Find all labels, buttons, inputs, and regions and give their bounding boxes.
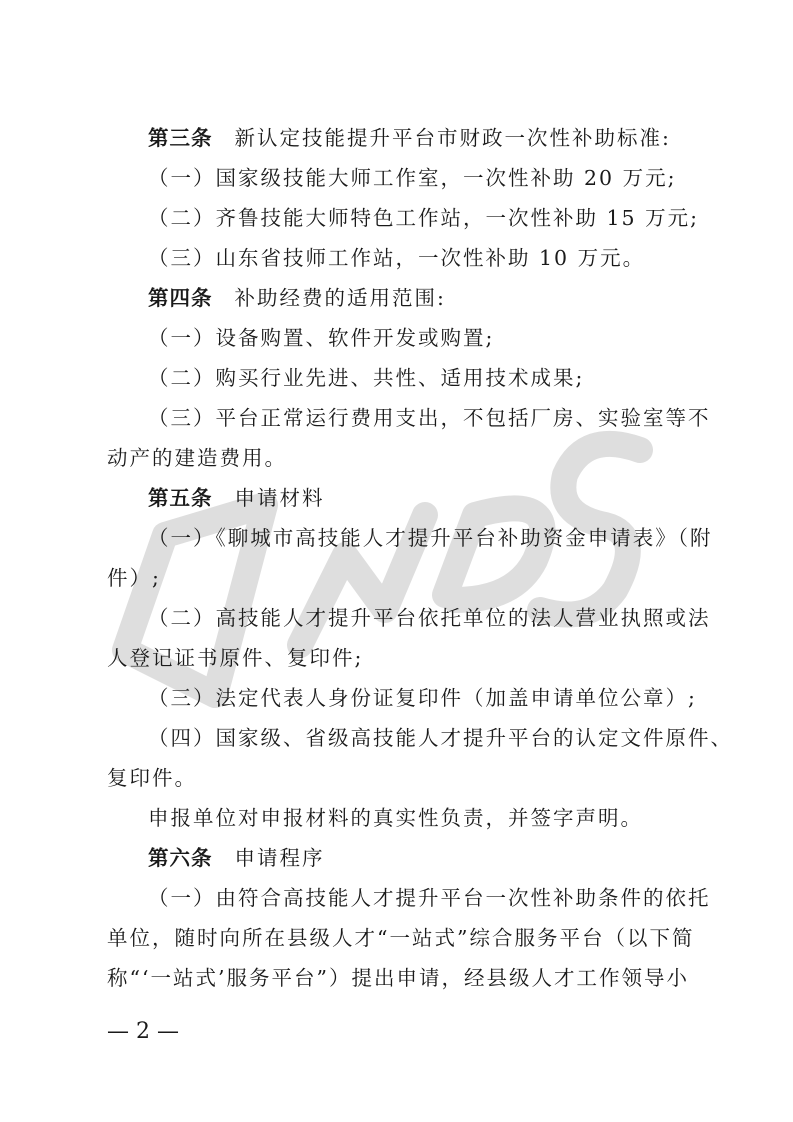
article-5-heading-line [107,478,697,518]
article-4-heading-line [107,278,697,318]
article-5-declaration: 申报单位对申报材料的真实性负责，并签字声明。 [148,806,643,830]
article-4-item-3-continued: 动产的建造费用。 [107,446,287,470]
article-5-item-4-continued: 复印件。 [107,766,197,790]
article-4-item-2: （二）购买行业先进、共性、适用技术成果; [148,366,585,390]
page-number: — 2 — [107,1019,179,1044]
article-6-item-1: （一）由符合高技能人才提升平台一次性补助条件的依托 [148,886,711,910]
article-3-item-1: （一）国家级技能大师工作室，一次性补助 20 万元; [148,166,677,190]
article-5-item-2-continued: 人登记证书原件、复印件; [107,646,364,670]
article-5-item-4: （四）国家级、省级高技能人才提升平台的认定文件原件、 [148,726,733,750]
article-3-title: 新认定技能提升平台市财政一次性补助标准: [234,126,671,150]
article-5-item-2: （二）高技能人才提升平台依托单位的法人营业执照或法 [148,606,711,630]
article-4-heading: 第四条 [148,286,213,310]
article-3-item-2: （二）齐鲁技能大师特色工作站，一次性补助 15 万元; [148,206,700,230]
article-6-heading-line [107,838,697,878]
article-5-item-1-continued: 件）; [107,566,161,590]
article-6-heading: 第六条 [148,846,213,870]
article-6-item-1-continued-2: 称“‘一站式’服务平台”）提出申请，经县级人才工作领导小 [107,966,689,990]
article-6-title: 申请程序 [234,846,325,870]
article-3-heading-line [107,118,697,158]
article-5-title: 申请材料 [234,486,325,510]
document-body [107,118,733,998]
article-4-item-1: （一）设备购置、软件开发或购置; [148,326,495,350]
article-4-title: 补助经费的适用范围: [234,286,446,310]
article-3-item-3: （三）山东省技师工作站，一次性补助 10 万元。 [148,246,646,270]
article-6-item-1-continued-1: 单位，随时向所在县级人才“一站式”综合服务平台（以下简 [107,926,695,950]
article-5-heading: 第五条 [148,486,213,510]
article-5-item-3: （三）法定代表人身份证复印件（加盖申请单位公章）; [148,686,697,710]
article-3-heading: 第三条 [148,126,213,150]
article-5-item-1: （一）《聊城市高技能人才提升平台补助资金申请表》（附 [148,526,713,550]
article-4-item-3: （三）平台正常运行费用支出，不包括厂房、实验室等不 [148,406,711,430]
